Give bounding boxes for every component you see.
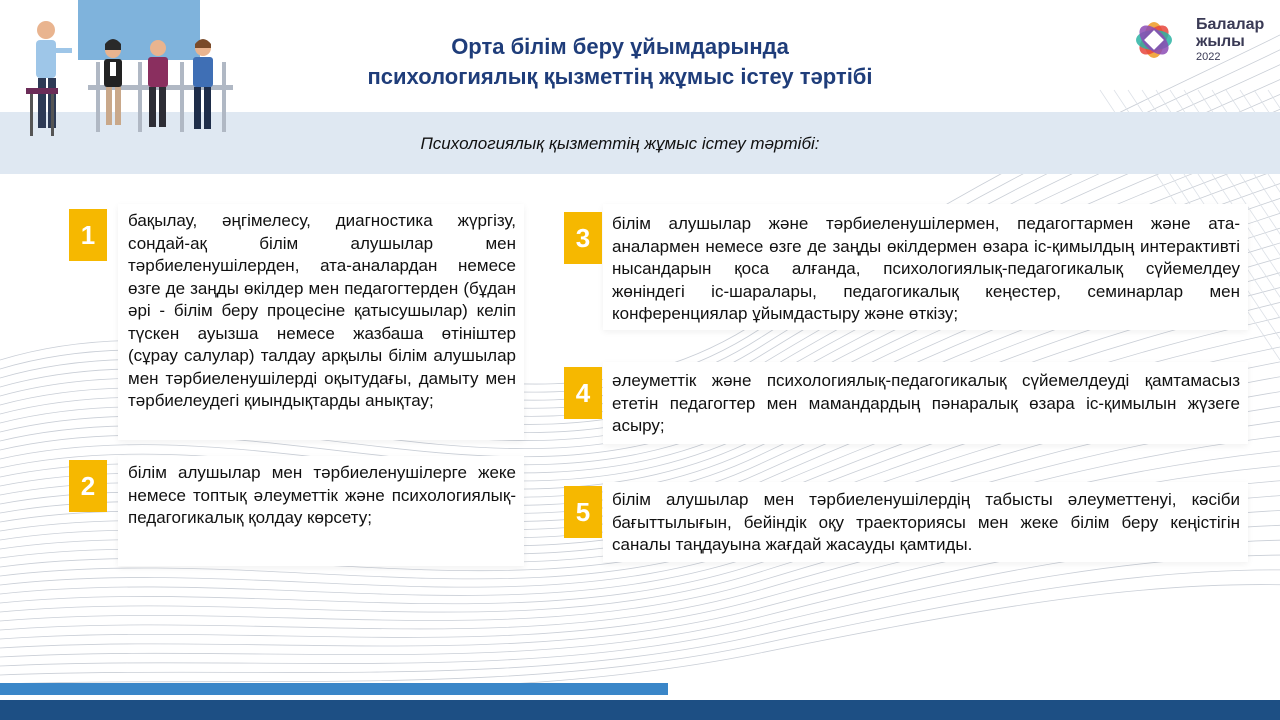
title-line-1: Орта білім беру ұйымдарында (451, 34, 789, 59)
page-title (300, 32, 940, 92)
balalar-zhyly-flower-logo (1120, 10, 1192, 72)
background-wave-line (0, 570, 1280, 684)
item-number-badge: 2 (69, 460, 107, 512)
item-number-badge: 4 (564, 367, 602, 419)
item-text: бақылау, әңгімелесу, диагностика жүргізу, сондай-ақ білім алушылар мен тәрбиеленушілерден, ата-аналардан немесе өзге де заңды өкілдер мен педагогтерден (бұдан әрі - білім беру процесіне қатысушылар) келіп түскен ауызша немесе жазбаша өтініштер (сұрау салулар) талдау арқылы білім алушылар мен тәрбиеленушілерді оқытудағы, дамыту мен тәрбиелеудегі қиындықтарды анықтау; (128, 211, 516, 410)
background-wave-line (0, 555, 1280, 675)
logo-line-1: Балалар (1196, 16, 1265, 33)
logo-text (1196, 16, 1264, 50)
item-text: білім алушылар мен тәрбиеленушілердің табысты әлеуметтенуі, кәсіби бағыттылығын, бейіндік оқу траекториясы мен жеке білім беру кеңістігін саналы таңдауына жағдай жасауды қамтиды. (612, 490, 1240, 554)
meeting-illustration (18, 0, 233, 140)
title-line-2: психологиялық қызметтің жұмыс істеу тәртібі (367, 64, 873, 89)
item-text: білім алушылар және тәрбиеленушілермен, педагогтармен және ата-аналармен немесе өзге де заңды өкілдермен өзара іс-қимылдың интерактивті нысандарын қоса алғанда, психологиялық-педагогикалық сүйемелдеу жөніндегі іс-шаралары, педагогикалық кеңестер, семинарлар мен конференциялар ұйымдастыру және өткізу; (612, 214, 1240, 323)
footer-accent-bar (0, 683, 668, 695)
item-number-badge: 5 (564, 486, 602, 538)
item-text: білім алушылар мен тәрбиеленушілерге жеке немесе топтық әлеуметтік және психологиялық-педагогикалық қолдау көрсету; (128, 463, 516, 527)
subtitle: Психологиялық қызметтің жұмыс істеу тәртібі: (420, 134, 820, 153)
logo-year: 2022 (1196, 51, 1221, 63)
logo (1120, 10, 1280, 72)
logo-line-2: жылы (1196, 33, 1245, 50)
item-text: әлеуметтік және психологиялық-педагогикалық сүйемелдеуді қамтамасыз ететін педагогтер мен мамандардың пәнаралық өзара іс-қимылын жүзеге асыру; (612, 371, 1240, 435)
item-number-badge: 1 (69, 209, 107, 261)
footer-bar (0, 700, 1280, 720)
background-wave-line (0, 585, 1280, 693)
item-number-badge: 3 (564, 212, 602, 264)
